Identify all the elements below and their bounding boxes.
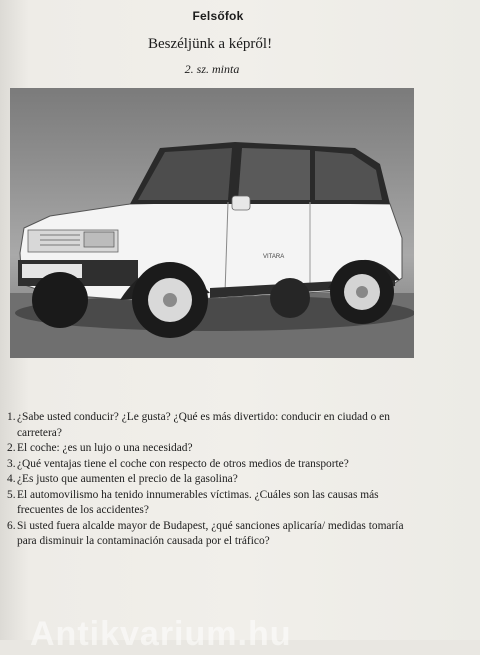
question-number: 6. xyxy=(7,519,16,532)
question-text: ¿Qué ventajas tiene el coche con respecto de otros medios de transporte? xyxy=(17,457,349,470)
car-badge: VITARA xyxy=(263,254,285,260)
question-list xyxy=(7,410,422,550)
list-item xyxy=(7,472,422,488)
suv-illustration xyxy=(10,88,414,358)
list-item xyxy=(7,410,422,441)
question-number: 1. xyxy=(7,411,16,423)
question-number: 2. xyxy=(7,442,16,454)
question-number: 4. xyxy=(7,473,16,485)
question-text: El coche: ¿es un lujo o una necesidad? xyxy=(17,442,193,454)
question-number: 3. xyxy=(7,457,16,470)
page-header: Felsőfok xyxy=(192,9,244,23)
question-number: 5. xyxy=(7,488,16,501)
question-text: ¿Es justo que aumenten el precio de la gasolina? xyxy=(17,473,238,485)
list-item xyxy=(7,488,422,519)
suv-photo xyxy=(10,88,414,358)
list-item xyxy=(7,519,422,550)
question-text: Si usted fuera alcalde mayor de Budapest, ¿qué sanciones aplicaría/ medidas tomaría para disminuir la contaminación causada por el tráfico? xyxy=(17,519,404,547)
page-subtitle: 2. sz. minta xyxy=(184,62,240,76)
question-text: El automovilismo ha tenido innumerables víctimas. ¿Cuáles son las causas más frecuentes de los accidentes? xyxy=(17,488,379,516)
watermark: Antikvarium.hu xyxy=(30,615,292,653)
question-text: ¿Sabe usted conducir? ¿Le gusta? ¿Qué es más divertido: conducir en ciudad o en carretera? xyxy=(17,411,390,439)
list-item xyxy=(7,441,422,457)
page-title: Beszéljünk a képről! xyxy=(147,36,273,52)
list-item xyxy=(7,457,422,473)
